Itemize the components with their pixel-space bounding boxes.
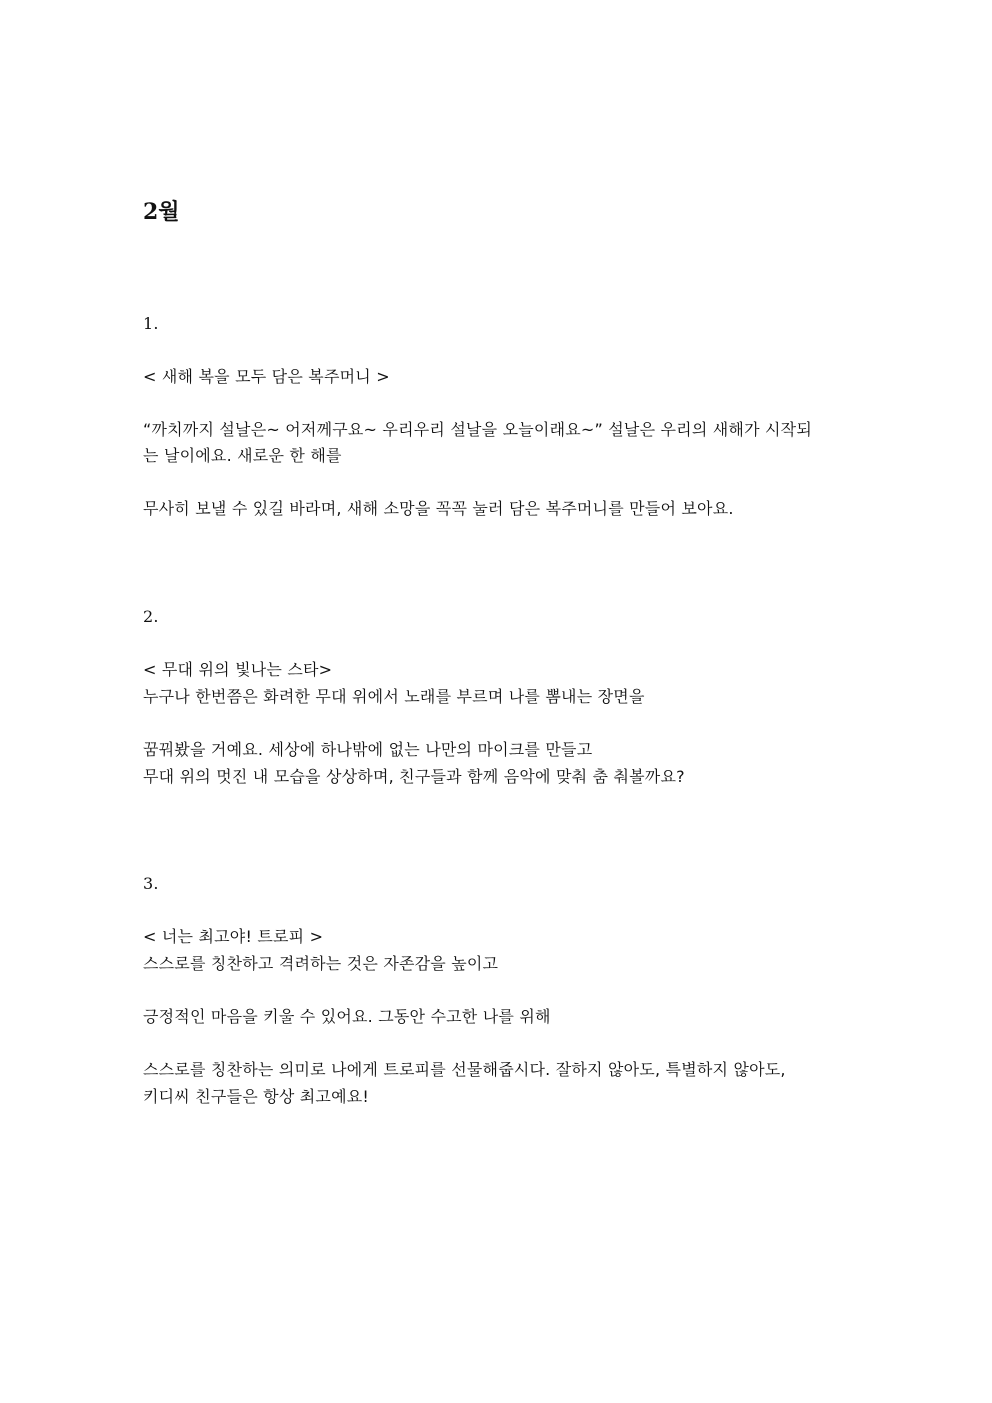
section-2-number: 2.: [143, 607, 159, 626]
section-1-line-1: “까치까지 설날은~ 어저께구요~ 우리우리 설날을 오늘이래요~” 설날은 우리의 새해가 시작되: [143, 420, 812, 439]
section-1-number: 1.: [143, 314, 159, 333]
section-3-title: < 너는 최고야! 트로피 >: [143, 927, 324, 946]
section-3-line-2: 긍정적인 마음을 키울 수 있어요. 그동안 수고한 나를 위해: [143, 1007, 551, 1026]
section-3-line-1: 스스로를 칭찬하고 격려하는 것은 자존감을 높이고: [143, 954, 499, 973]
section-2-title: < 무대 위의 빛나는 스타>: [143, 660, 333, 679]
section-1-line-3: 무사히 보낼 수 있길 바라며, 새해 소망을 꼭꼭 눌러 담은 복주머니를 만들어 보아요.: [143, 499, 734, 518]
section-2-line-1: 누구나 한번쯤은 화려한 무대 위에서 노래를 부르며 나를 뽐내는 장면을: [143, 687, 645, 706]
section-2-line-2: 꿈꿔봤을 거예요. 세상에 하나밖에 없는 나만의 마이크를 만들고: [143, 740, 593, 759]
section-3-number: 3.: [143, 874, 159, 893]
section-1-title: < 새해 복을 모두 담은 복주머니 >: [143, 367, 390, 386]
section-2-line-3: 무대 위의 멋진 내 모습을 상상하며, 친구들과 함께 음악에 맞춰 춤 춰볼까요?: [143, 767, 685, 786]
section-3-line-3: 스스로를 칭찬하는 의미로 나에게 트로피를 선물해줍시다. 잘하지 않아도, 특별하지 않아도,: [143, 1060, 786, 1079]
page-heading: 2월: [143, 199, 180, 225]
section-3-line-4: 키디씨 친구들은 항상 최고예요!: [143, 1087, 370, 1106]
section-1-line-2: 는 날이에요. 새로운 한 해를: [143, 446, 342, 465]
